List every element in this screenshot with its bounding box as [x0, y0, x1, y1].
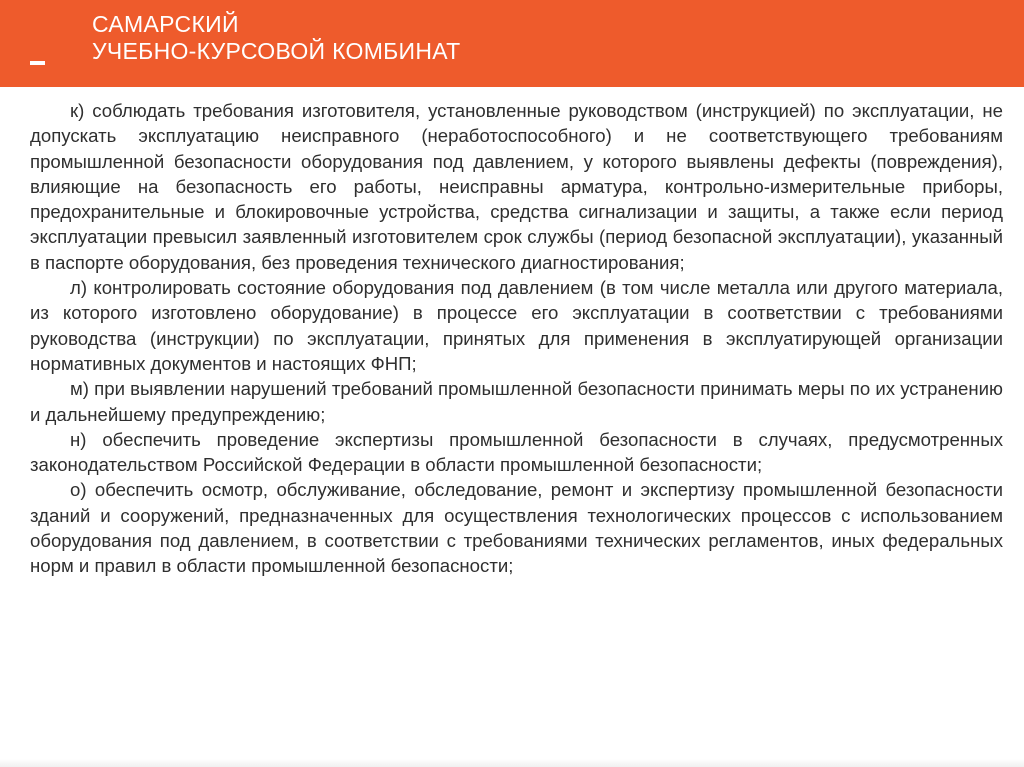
paragraph-o: о) обеспечить осмотр, обслуживание, обследование, ремонт и экспертизу промышленной безопасности зданий и сооружений, предназначенных для осуществления технологических процессов с использованием оборудования под давлением, в соответствии с требованиями технических регламентов, иных федеральных норм и правил в области промышленной безопасности; [30, 479, 1003, 577]
organization-title-line-2: УЧЕБНО-КУРСОВОЙ КОМБИНАТ [92, 38, 461, 64]
organization-title-line-1: САМАРСКИЙ [92, 11, 239, 37]
document-body [30, 98, 1003, 579]
bottom-shadow [0, 759, 1024, 767]
header-band [0, 0, 1024, 87]
logo-icon [30, 61, 45, 65]
paragraph-n: н) обеспечить проведение экспертизы промышленной безопасности в случаях, предусмотренных законодательством Российской Федерации в области промышленной безопасности; [30, 428, 1003, 476]
paragraph-k: к) соблюдать требования изготовителя, установленные руководством (инструкцией) по эксплуатации, не допускать эксплуатацию неисправного (неработоспособного) и не соответствующего требованиям промышленной безопасности оборудования под давлением, у которого выявлены дефекты (повреждения), влияющие на безопасность его работы, неисправны арматура, контрольно-измерительные приборы, предохранительные и блокировочные устройства, средства сигнализации и защиты, а также если период эксплуатации превысил заявленный изготовителем срок службы (период безопасной эксплуатации), указанный в паспорте оборудования, без проведения технического диагностирования; [30, 100, 1003, 273]
organization-title [92, 11, 460, 65]
paragraph-m: м) при выявлении нарушений требований промышленной безопасности принимать меры по их устранению и дальнейшему предупреждению; [30, 378, 1003, 425]
paragraph-l: л) контролировать состояние оборудования под давлением (в том числе металла или другого материала, из которого изготовлено оборудование) в процессе его эксплуатации в соответствии с требованиями руководства (инструкции) по эксплуатации, принятых для применения в эксплуатирующей организации нормативных документов и настоящих ФНП; [30, 277, 1003, 374]
